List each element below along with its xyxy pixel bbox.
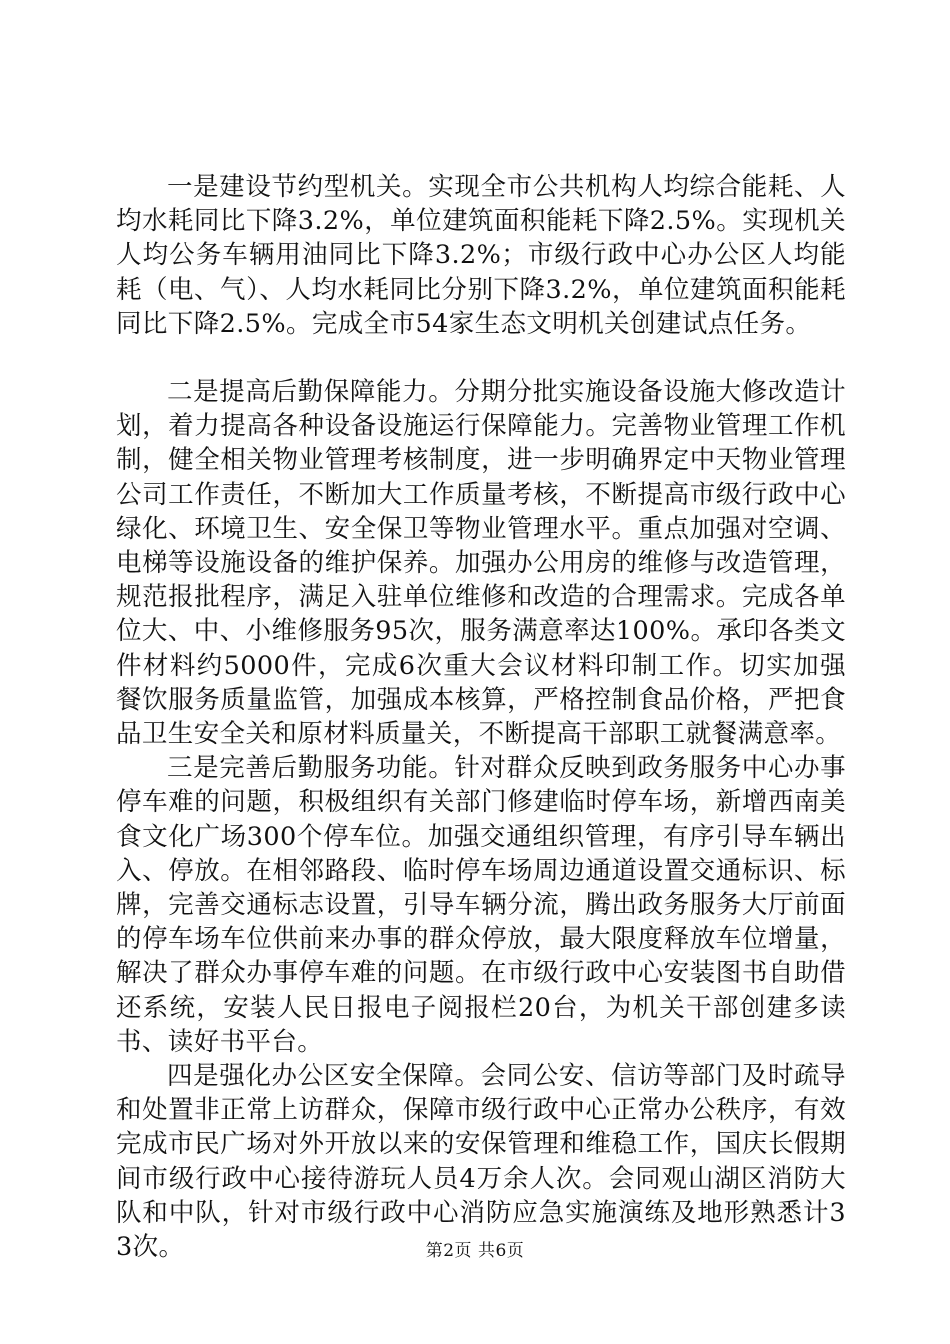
paragraph-4: 四是强化办公区安全保障。会同公安、信访等部门及时疏导和处置非正常上访群众，保障市级行政中心正常办公秩序，有效完成市民广场对外开放以来的安保管理和维稳工作，国庆长假期间市级行政中心接待游玩人员4万余人次。会同观山湖区消防大队和中队，针对市级行政中心消防应急实施演练及地形熟悉计33次。 [116,1061,846,1263]
paragraph-2: 二是提高后勤保障能力。分期分批实施设备设施大修改造计划，着力提高各种设备设施运行保障能力。完善物业管理工作机制，健全相关物业管理考核制度，进一步明确界定中天物业管理公司工作责任，不断加大工作质量考核，不断提高市级行政中心绿化、环境卫生、安全保卫等物业管理水平。重点加强对空调、电梯等设施设备的维护保养。加强办公用房的维修与改造管理，规范报批程序，满足入驻单位维修和改造的合理需求。完成各单位大、中、小维修服务95次，服务满意率达100%。承印各类文件材料约5000件，完成6次重大会议材料印制工作。切实加强餐饮服务质量监管，加强成本核算，严格控制食品价格，严把食品卫生安全关和原材料质量关，不断提高干部职工就餐满意率。 [116,377,846,750]
document-body [116,170,846,1264]
paragraph-3: 三是完善后勤服务功能。针对群众反映到政务服务中心办事停车难的问题，积极组织有关部门修建临时停车场，新增西南美食文化广场300个停车位。加强交通组织管理，有序引导车辆出入、停放。在相邻路段、临时停车场周边通道设置交通标识、标牌，完善交通标志设置，引导车辆分流，腾出政务服务大厅前面的停车场车位供前来办事的群众停放，最大限度释放车位增量，解决了群众办事停车难的问题。在市级行政中心安装图书自助借还系统，安装人民日报电子阅报栏20台，为机关干部创建多读书、读好书平台。 [116,753,846,1057]
page-footer: 第2页 共6页 [425,1241,525,1261]
paragraph-1: 一是建设节约型机关。实现全市公共机构人均综合能耗、人均水耗同比下降3.2%，单位建筑面积能耗下降2.5%。实现机关人均公务车辆用油同比下降3.2%；市级行政中心办公区人均能耗（电、气）、人均水耗同比分别下降3.2%，单位建筑面积能耗同比下降2.5%。完成全市54家生态文明机关创建试点任务。 [116,172,846,339]
